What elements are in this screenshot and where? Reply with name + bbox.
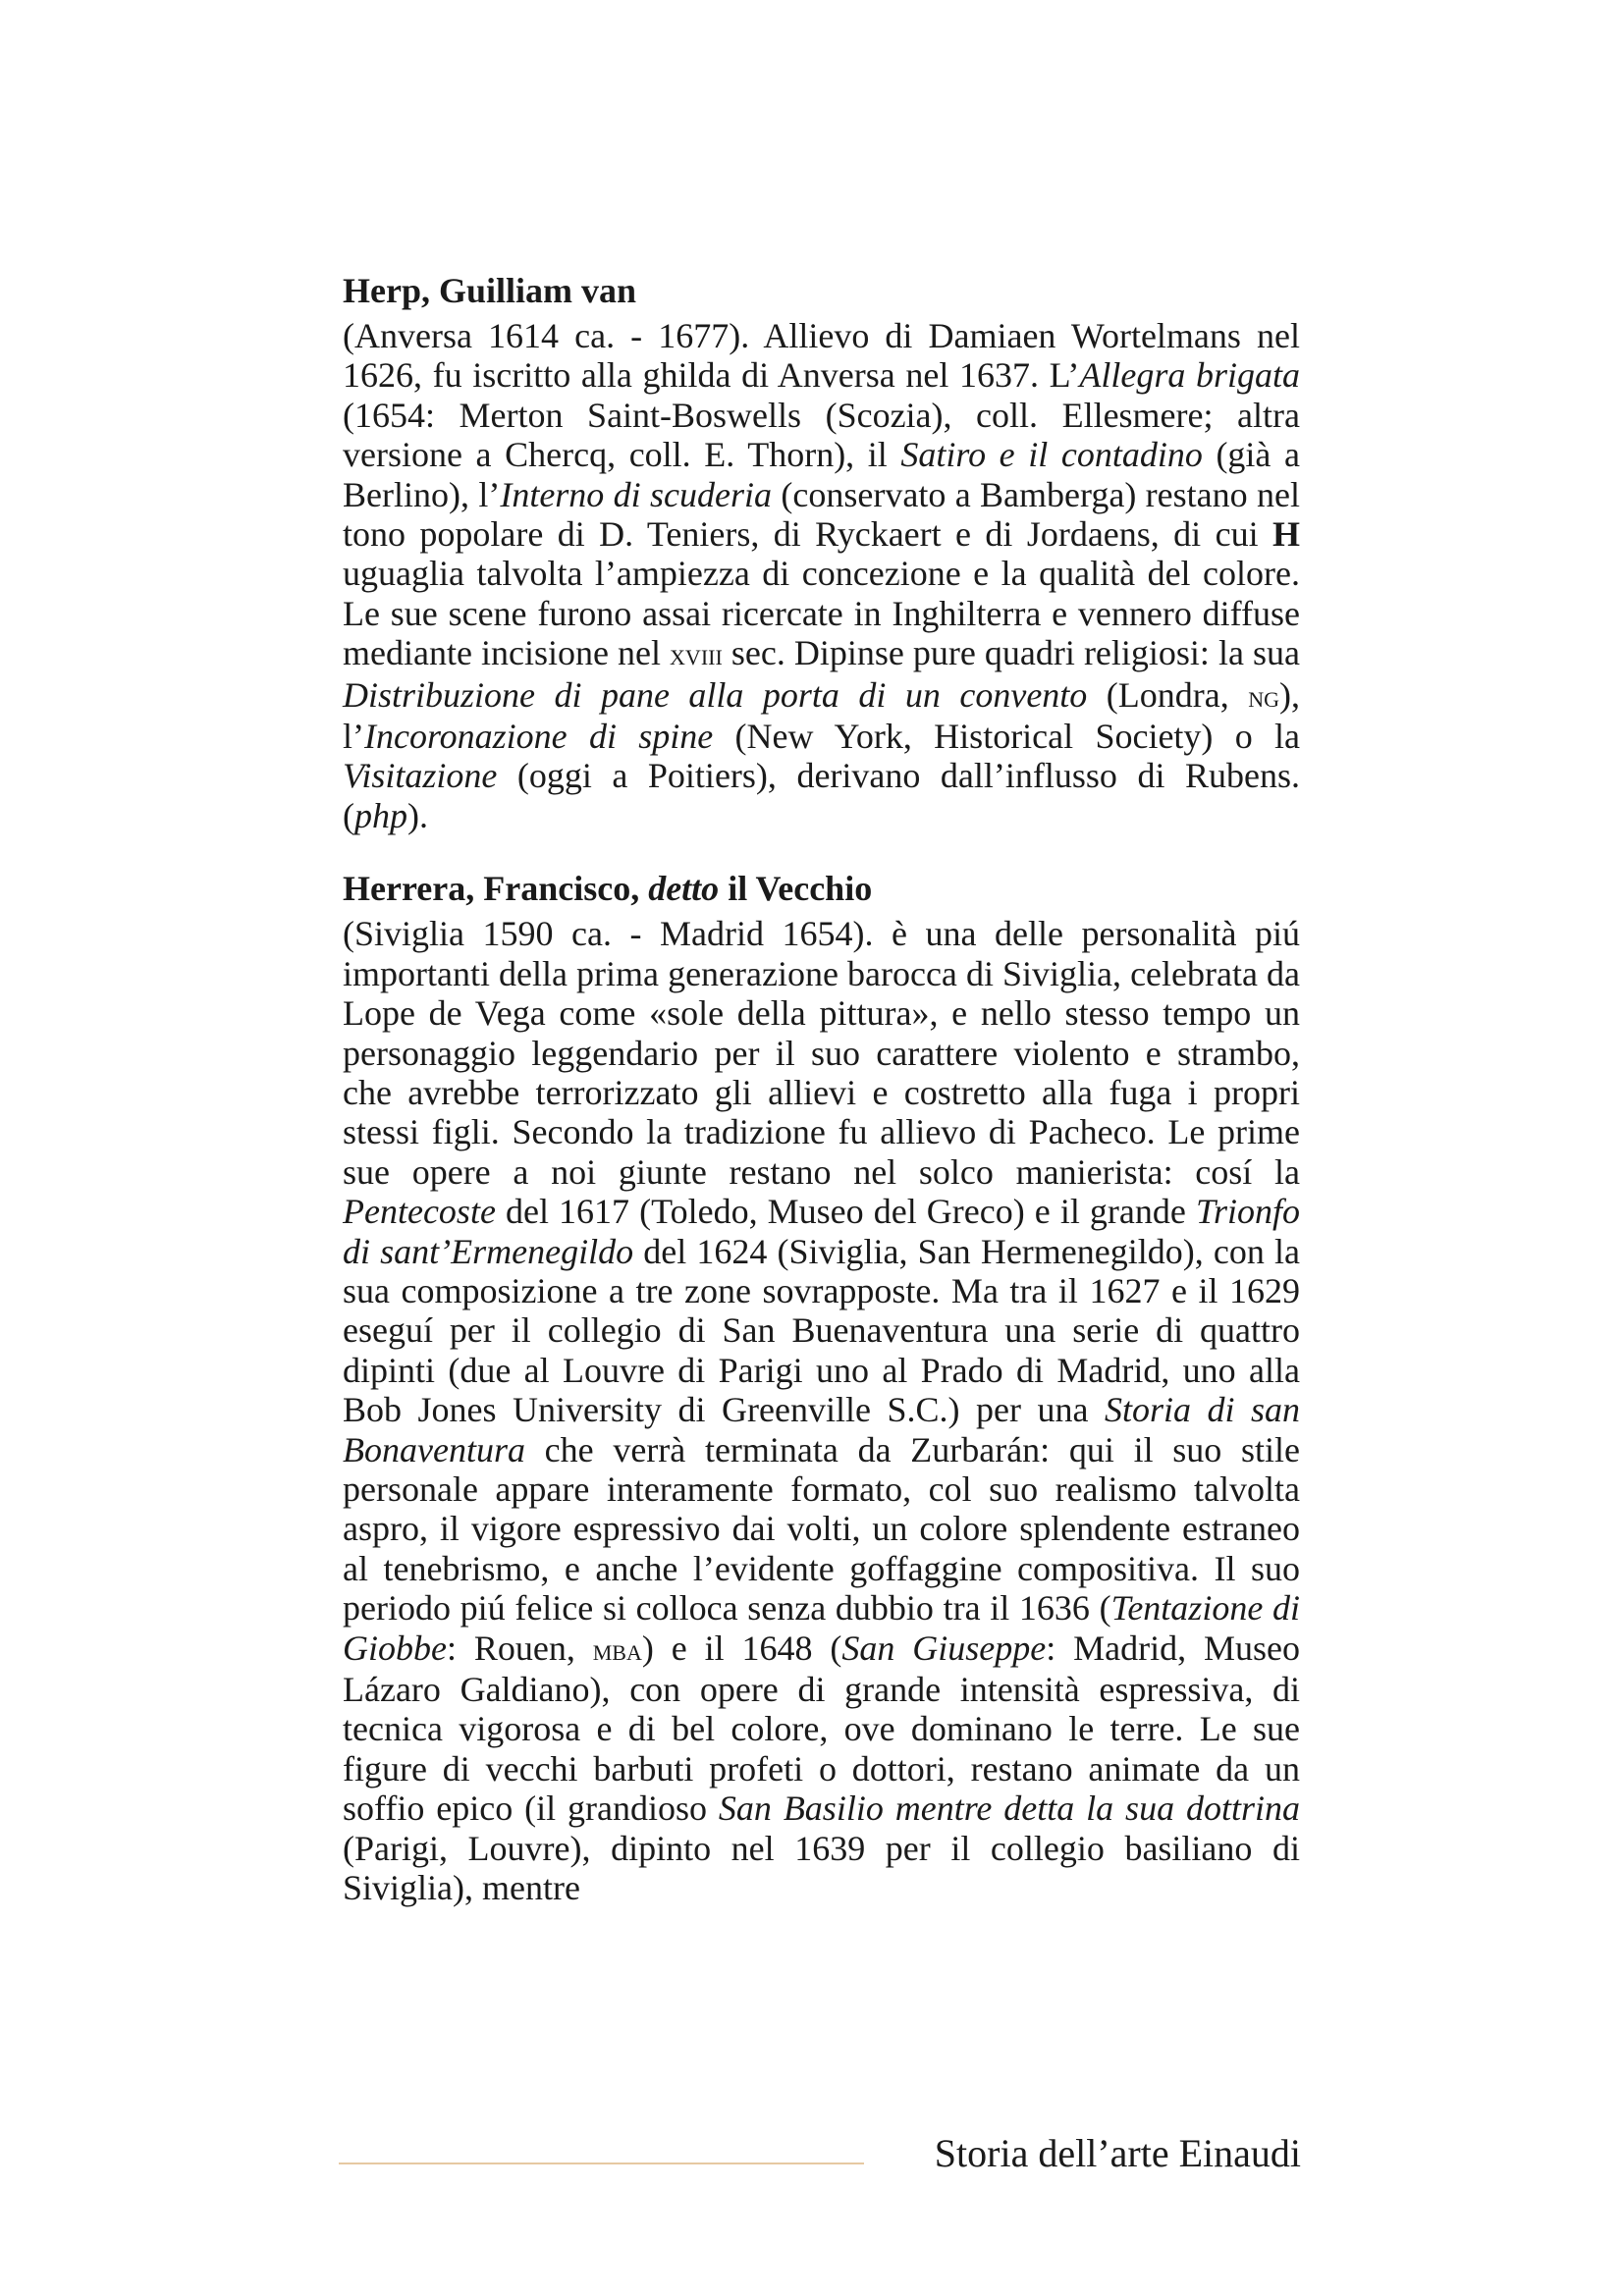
page-content — [343, 271, 1300, 1907]
italic-run: php — [354, 795, 407, 835]
entry-body — [343, 316, 1300, 835]
entry-title: Herp, Guilliam van — [343, 271, 637, 310]
italic-run: Trionfo di sant’Ermenegildo — [343, 1192, 1300, 1271]
italic-run: detto — [648, 869, 720, 909]
italic-run: Visitazione — [343, 756, 498, 796]
text-run: : Madrid, Museo Lázaro Galdiano), con opere di grande intensità espressiva, di tecnica vigorosa e di bel colore, ove dominano le terre. Le sue figure di vecchi barbuti profeti o dottori, restano animate da un soffio epico (il grandioso — [343, 1628, 1300, 1829]
text-run: ) e il 1648 ( — [641, 1628, 842, 1668]
text-run: del 1617 (Toledo, Museo del Greco) e il grande — [495, 1192, 1196, 1232]
smallcaps-run: xviii — [670, 637, 723, 672]
footer-publisher: Storia dell’arte Einaudi — [934, 2131, 1301, 2175]
italic-run: Interno di scuderia — [500, 474, 773, 514]
smallcaps-run: ng — [1248, 678, 1279, 714]
text-run: (Siviglia 1590 ca. - Madrid 1654). è una delle personalità piú importanti della prima generazione barocca di Siviglia, celebrata da Lope de Vega come «sole della pittura», e nello stesso tempo un personaggio leggendario per il suo carattere violento e strambo, che avrebbe terrorizzato gli allievi e costretto alla fuga i propri stessi figli. Secondo la tradizione fu allievo di Pacheco. Le prime sue opere a noi giunte restano nel solco manierista: cosí la — [343, 914, 1300, 1192]
text-run: (oggi a Poitiers), derivano dall’influsso di Rubens. ( — [343, 756, 1300, 835]
entry-title — [343, 869, 1300, 908]
text-run: Herrera, Francisco, — [343, 869, 649, 909]
italic-run: Satiro e il contadino — [900, 435, 1203, 475]
text-run: (già a Berlino), l’ — [343, 435, 1300, 514]
text-run: che verrà terminata da Zurbarán: qui il suo stile personale appare interamente formato, col suo realismo talvolta aspro, il vigore espressivo dai volti, un colore splendente estraneo al tenebrismo, e anche l’evidente goffaggine compositiva. Il suo periodo piú felice si colloca senza dubbio tra il 1636 ( — [343, 1429, 1300, 1629]
bold-run: H — [1271, 514, 1300, 555]
text-run: il Vecchio — [719, 869, 873, 909]
text-run: (conservato a Bamberga) restano nel tono popolare di D. Teniers, di Ryckaert e di Jordaens, di cui — [343, 474, 1300, 555]
text-run: del 1624 (Siviglia, San Hermenegildo), con la sua composizione a tre zone sovrapposte. Ma tra il 1627 e il 1629 eseguí per il collegio di San Buenaventura una serie di quattro dipinti (due al Louvre di Parigi uno al Prado di Madrid, uno alla Bob Jones University di Greenville S.C.) per una — [343, 1231, 1300, 1430]
italic-run: Allegra brigata — [1079, 355, 1301, 396]
text-run: sec. Dipinse pure quadri religiosi: la sua — [722, 633, 1300, 673]
text-run: (1654: Merton Saint-Boswells (Scozia), coll. Ellesmere; altra versione a Chercq, coll. E. Thorn), il — [343, 395, 1300, 475]
italic-run: Storia di san Bonaventura — [343, 1390, 1300, 1469]
footer-rule — [339, 2163, 864, 2164]
italic-run: San Basilio mentre detta la sua dottrina — [718, 1789, 1300, 1829]
italic-run: Tentazione di Giobbe — [343, 1588, 1300, 1668]
italic-run: Incoronazione di spine — [364, 717, 714, 757]
page-footer — [339, 2130, 1301, 2177]
text-run: : Rouen, — [446, 1628, 593, 1668]
entry-herrera — [343, 869, 1300, 1907]
smallcaps-run: mba — [592, 1631, 642, 1667]
italic-run: San Giuseppe — [841, 1628, 1047, 1668]
text-run: (New York, Historical Society) o la — [713, 717, 1301, 757]
entry-body — [343, 914, 1300, 1907]
text-run: (Anversa 1614 ca. - 1677). Allievo di Damiaen Wortelmans nel 1626, fu iscritto alla ghilda di Anversa nel 1637. L’ — [343, 316, 1300, 396]
text-run: (Londra, — [1087, 674, 1249, 715]
text-run: ). — [407, 795, 428, 835]
italic-run: Distribuzione di pane alla porta di un convento — [343, 674, 1088, 715]
text-run: ), l’ — [343, 674, 1300, 757]
entry-herp — [343, 271, 1300, 835]
text-run: uguaglia talvolta l’ampiezza di concezione e la qualità del colore. Le sue scene furono assai ricercate in Inghilterra e vennero diffuse mediante incisione nel — [343, 554, 1300, 673]
text-run: (Parigi, Louvre), dipinto nel 1639 per il collegio basiliano di Siviglia), mentre — [343, 1828, 1300, 1908]
italic-run: Pentecoste — [343, 1192, 496, 1232]
